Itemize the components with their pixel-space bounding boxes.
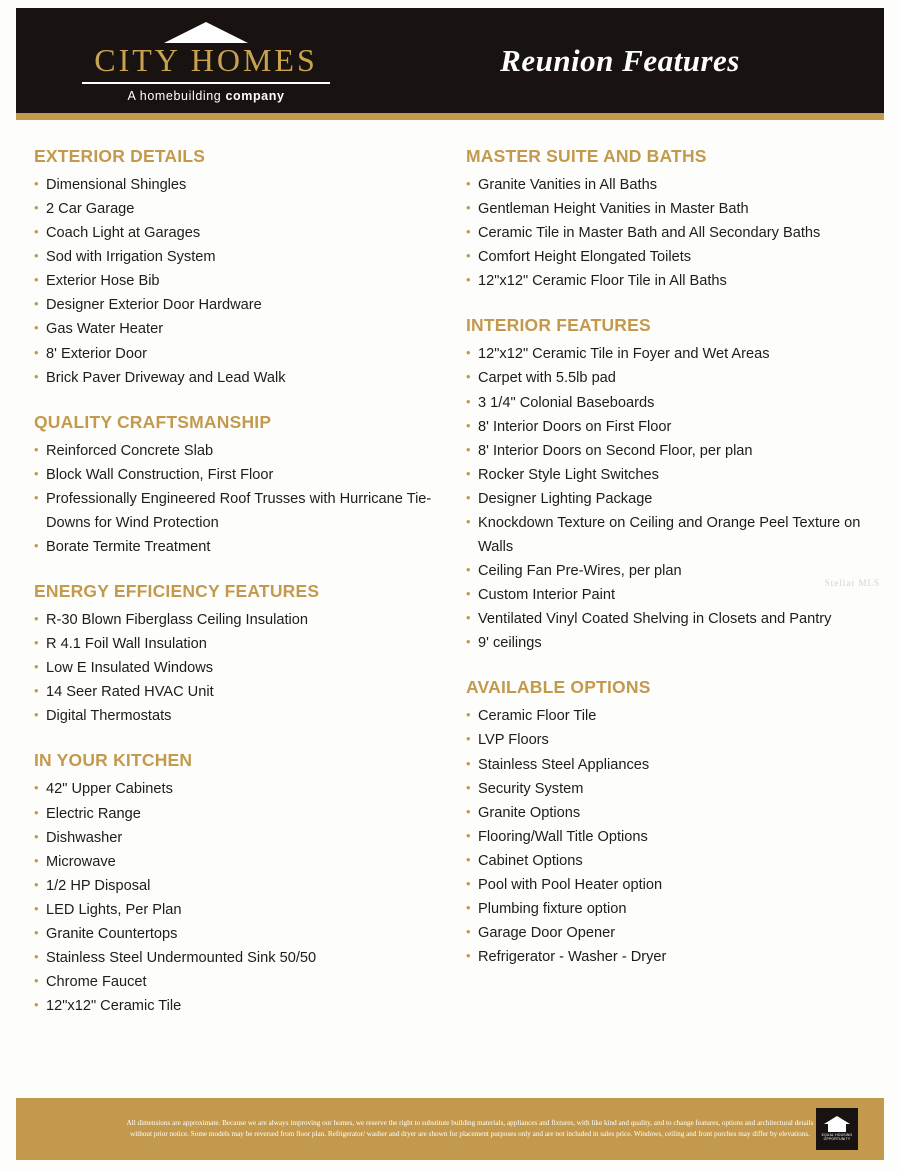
section-quality-craftsmanship [34, 412, 434, 559]
section-energy-efficiency-features [34, 581, 434, 728]
logo-tagline-part1: A homebuilding [127, 89, 226, 103]
feature-list [466, 704, 868, 969]
list-item: • Borate Termite Treatment [34, 535, 434, 559]
list-item: • Exterior Hose Bib [34, 269, 434, 293]
disclaimer-text: All dimensions are approximate. Because we are always improving our homes, we reserve the right to substitute building materials, appliances and fixtures, with like kind and quality, and to change features, options and architectural details without prior notice. Some models may be reversed from floor plan. Refrigerator/ washer and dryer are shown for placement purposes only and are not included in sales price. Windows, ceiling and front porches may differ by elevations. [126, 1118, 814, 1138]
list-item: • Granite Vanities in All Baths [466, 173, 868, 197]
list-item: • 8' Interior Doors on First Floor [466, 415, 868, 439]
list-item: • Ceramic Floor Tile [466, 704, 868, 728]
list-item: • Carpet with 5.5lb pad [466, 366, 868, 390]
list-item: • 42" Upper Cabinets [34, 777, 434, 801]
section-title: INTERIOR FEATURES [466, 315, 651, 336]
list-item: • R 4.1 Foil Wall Insulation [34, 632, 434, 656]
list-item: • Dimensional Shingles [34, 173, 434, 197]
section-title: ENERGY EFFICIENCY FEATURES [34, 581, 320, 602]
list-item: • Coach Light at Garages [34, 221, 434, 245]
list-item: • 1/2 HP Disposal [34, 874, 434, 898]
logo-tagline [127, 89, 284, 103]
left-column [0, 146, 434, 1018]
list-item: • Designer Exterior Door Hardware [34, 293, 434, 317]
watermark: Stellar MLS [824, 578, 880, 588]
list-item: • Ceramic Tile in Master Bath and All Secondary Baths [466, 221, 868, 245]
feature-list [34, 173, 434, 390]
list-item: • 8' Exterior Door [34, 342, 434, 366]
list-item: • Plumbing fixture option [466, 897, 868, 921]
list-item: • Security System [466, 777, 868, 801]
section-title: IN YOUR KITCHEN [34, 750, 193, 771]
list-item: • Custom Interior Paint [466, 583, 868, 607]
list-item: • Reinforced Concrete Slab [34, 439, 434, 463]
list-item: • Gas Water Heater [34, 317, 434, 341]
eho-house-shape [828, 1123, 846, 1132]
section-title: EXTERIOR DETAILS [34, 146, 206, 166]
list-item: • 9' ceilings [466, 631, 868, 655]
list-item: • 3 1/4" Colonial Baseboards [466, 391, 868, 415]
list-item: • 14 Seer Rated HVAC Unit [34, 680, 434, 704]
list-item: • 12"x12" Ceramic Tile in Foyer and Wet Areas [466, 342, 868, 366]
list-item: • Granite Countertops [34, 922, 434, 946]
list-item: • 12"x12" Ceramic Floor Tile in All Baths [466, 269, 868, 293]
list-item: • R-30 Blown Fiberglass Ceiling Insulation [34, 608, 434, 632]
list-item: • Stainless Steel Appliances [466, 753, 868, 777]
company-logo [16, 8, 396, 113]
list-item: • Comfort Height Elongated Toilets [466, 245, 868, 269]
list-item: • Digital Thermostats [34, 704, 434, 728]
list-item: • LVP Floors [466, 728, 868, 752]
feature-list [34, 777, 434, 1018]
section-title: MASTER SUITE AND BATHS [466, 146, 707, 166]
roof-icon [164, 22, 248, 43]
list-item: • Sod with Irrigation System [34, 245, 434, 269]
section-available-options [466, 677, 868, 969]
feature-list [34, 439, 434, 559]
logo-company-name: CITY HOMES [94, 42, 318, 78]
section-exterior-details [34, 146, 434, 390]
list-item: • Refrigerator - Washer - Dryer [466, 945, 868, 969]
logo-tagline-part2: company [225, 89, 285, 103]
list-item: • Microwave [34, 850, 434, 874]
equal-housing-opportunity-icon [816, 1108, 858, 1150]
list-item: • Designer Lighting Package [466, 487, 868, 511]
list-item: • Block Wall Construction, First Floor [34, 463, 434, 487]
section-interior-features [466, 315, 868, 655]
page-footer [16, 1098, 884, 1160]
list-item: • Electric Range [34, 802, 434, 826]
list-item: • Gentleman Height Vanities in Master Bath [466, 197, 868, 221]
list-item: • Cabinet Options [466, 849, 868, 873]
list-item: • Low E Insulated Windows [34, 656, 434, 680]
list-item: • Pool with Pool Heater option [466, 873, 868, 897]
list-item: • Stainless Steel Undermounted Sink 50/50 [34, 946, 434, 970]
feature-columns [0, 146, 900, 1018]
feature-list [466, 342, 868, 655]
list-item: • 2 Car Garage [34, 197, 434, 221]
right-column [434, 146, 868, 1018]
header-accent-bar [16, 113, 884, 120]
feature-list [34, 608, 434, 728]
list-item: • Chrome Faucet [34, 970, 434, 994]
list-item: • Garage Door Opener [466, 921, 868, 945]
list-item: • Granite Options [466, 801, 868, 825]
list-item: • LED Lights, Per Plan [34, 898, 434, 922]
list-item: • Flooring/Wall Title Options [466, 825, 868, 849]
eho-label: EQUAL HOUSING OPPORTUNITY [821, 1133, 853, 1141]
section-in-your-kitchen [34, 750, 434, 1018]
logo-divider [82, 82, 330, 84]
list-item: • 8' Interior Doors on Second Floor, per plan [466, 439, 868, 463]
list-item: • Knockdown Texture on Ceiling and Orange Peel Texture on Walls [466, 511, 868, 559]
list-item: • 12"x12" Ceramic Tile [34, 994, 434, 1018]
list-item: • Ventilated Vinyl Coated Shelving in Closets and Pantry [466, 607, 868, 631]
list-item: • Rocker Style Light Switches [466, 463, 868, 487]
page-header [16, 8, 884, 113]
section-master-suite-and-baths [466, 146, 868, 293]
list-item: • Brick Paver Driveway and Lead Walk [34, 366, 434, 390]
list-item: • Professionally Engineered Roof Trusses with Hurricane Tie-Downs for Wind Protection [34, 487, 434, 535]
section-title: QUALITY CRAFTSMANSHIP [34, 411, 272, 432]
feature-list [466, 173, 868, 293]
section-title: AVAILABLE OPTIONS [466, 677, 651, 698]
list-item: • Dishwasher [34, 826, 434, 850]
page-title: Reunion Features [500, 42, 740, 78]
list-item: • Ceiling Fan Pre-Wires, per plan [466, 559, 868, 583]
